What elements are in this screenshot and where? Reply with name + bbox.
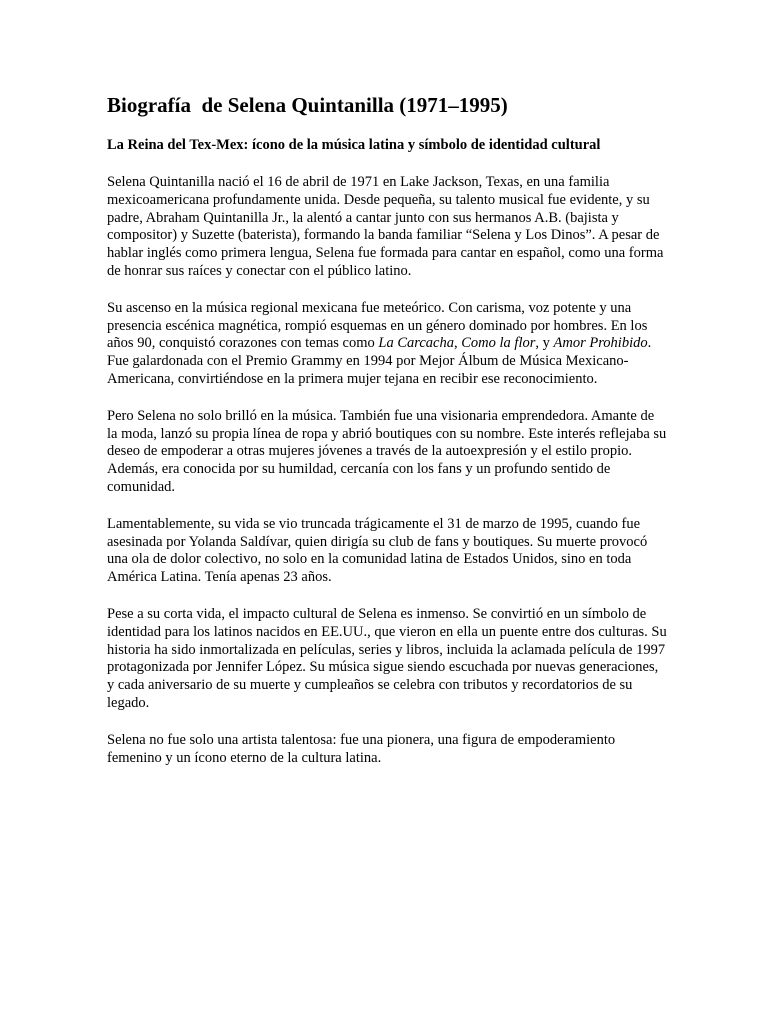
- song-title: Amor Prohibido: [553, 335, 648, 352]
- separator-text: ,: [454, 335, 462, 352]
- paragraph-conclusion: Selena no fue solo una artista talentosa: fue una pionera, una figura de empoderamiento femenino y un ícono eterno de la cultura latina.: [107, 731, 616, 766]
- paragraph-text: Su ascenso en la música regional mexicana fue meteórico. Con carisma, voz potente y una presencia escénica magnética, rompió esquemas en un género dominado por hombres. En los años 90, conquistó corazones con temas como: [107, 299, 648, 352]
- document-page: [107, 92, 667, 767]
- document-title: Biografía de Selena Quintanilla (1971–1995): [107, 93, 508, 117]
- document-subtitle: La Reina del Tex-Mex: ícono de la música latina y símbolo de identidad cultural: [107, 137, 601, 153]
- paragraph-entrepreneur: Pero Selena no solo brilló en la música. También fue una visionaria emprendedora. Amante de la moda, lanzó su propia línea de ropa y abrió boutiques con su nombre. Este interés reflejaba su deseo de empoderar a otras mujeres jóvenes a través de la autoexpresión y el estilo propio. Además, era conocida por su humildad, cercanía con los fans y un profundo sentido de comunidad.: [107, 407, 667, 495]
- song-title: Como la flor: [461, 335, 536, 352]
- song-title: La Carcacha: [378, 335, 454, 352]
- paragraph-death: Lamentablemente, su vida se vio truncada trágicamente el 31 de marzo de 1995, cuando fue asesinada por Yolanda Saldívar, quien dirigía su club de fans y boutiques. Su muerte provocó una ola de dolor colectivo, no solo en la comunidad latina de Estados Unidos, sino en toda América Latina. Tenía apenas 23 años.: [107, 515, 648, 586]
- separator-text: , y: [535, 335, 554, 352]
- paragraph-music-career: [107, 300, 667, 389]
- paragraph-legacy: Pese a su corta vida, el impacto cultural de Selena es inmenso. Se convirtió en un símbolo de identidad para los latinos nacidos en EE.UU., que vieron en ella un puente entre dos culturas. Su historia ha sido inmortalizada en películas, series y libros, incluida la aclamada película de 1997 protagonizada por Jennifer López. Su música sigue siendo escuchada por nuevas generaciones, y cada aniversario de su muerte y cumpleaños se celebra con tributos y recordatorios de su legado.: [107, 605, 667, 711]
- paragraph-early-life: Selena Quintanilla nació el 16 de abril de 1971 en Lake Jackson, Texas, en una familia mexicoamericana profundamente unida. Desde pequeña, su talento musical fue evidente, y su padre, Abraham Quintanilla Jr., la alentó a cantar junto con sus hermanos A.B. (bajista y compositor) y Suzette (baterista), formando la banda familiar “Selena y Los Dinos”. A pesar de hablar inglés como primera lengua, Selena fue formada para cantar en español, como una forma de honrar sus raíces y conectar con el público latino.: [107, 174, 664, 279]
- paragraph-text: . Fue galardonada con el Premio Grammy en 1994 por Mejor Álbum de Música Mexicano-Americana, convirtiéndose en la primera mujer tejana en recibir ese reconocimiento.: [107, 335, 652, 387]
